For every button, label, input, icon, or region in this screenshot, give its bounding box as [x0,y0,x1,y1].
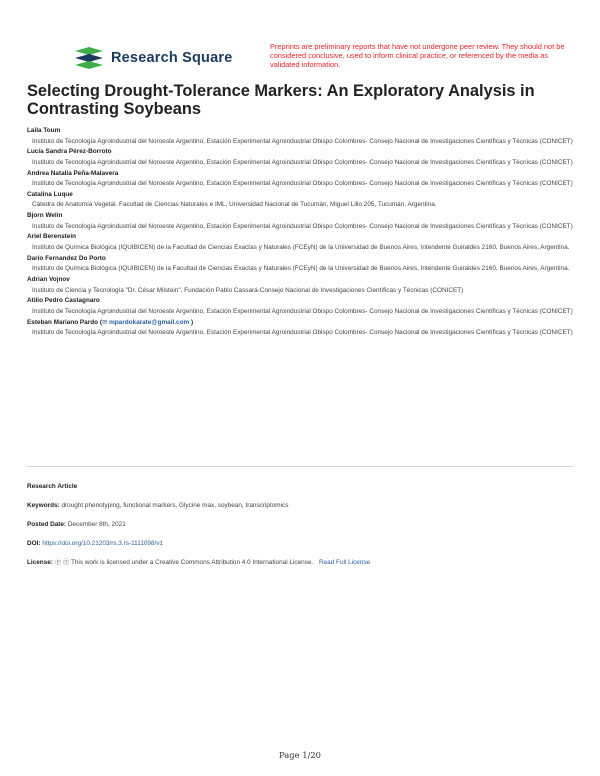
doi-line [27,539,577,548]
paper-title: Selecting Drought-Tolerance Markers: An Exploratory Analysis in Contrasting Soybeans [27,82,535,118]
author-name: Laila Toum [27,127,61,134]
author-entry [27,212,577,232]
author-affiliation: Instituto de Ciencia y Tecnología "Dr. César Milstein", Fundación Pablo Cassará-Consejo Nacional de Investigaciones Científicas y Técnicas (CONICET) [32,286,464,294]
doi-link[interactable]: https://doi.org/10.21203/rs.3.rs-1111098/v1 [42,540,164,547]
keywords-value: drought phenotyping, functional markers, Glycine max, soybean, transcriptomics [61,502,289,509]
author-affiliation: Instituto de Tecnología Agroindustrial del Noroeste Argentino, Estación Experimental Agroindustrial Obispo Colombres- Consejo Nacional de Investigaciones Científicas y Técnicas (CONICET) [32,180,573,188]
license-text: This work is licensed under a Creative Commons Attribution 4.0 International License. [70,559,314,566]
brand-name: Research Square [111,50,233,66]
corresponding-author-name [27,319,577,328]
author-affiliation: Instituto de Tecnología Agroindustrial del Noroeste Argentino, Estación Experimental Agroindustrial Obispo Colombres- Consejo Nacional de Investigaciones Científicas y Técnicas (CONICET) [32,158,573,166]
author-entry [27,127,577,147]
posted-date-line [27,520,577,529]
preprint-notice: Preprints are preliminary reports that have not undergone peer review. They should not be considered conclusive, used to inform clinical practice, or referenced by the media as validated information. [270,42,565,69]
author-name: Bjorn Welin [27,212,63,220]
section-divider [27,466,573,467]
posted-date-value: December 8th, 2021 [67,521,126,528]
author-name: Lucía Sandra Pérez-Borroto [27,148,112,156]
author-affiliation: Cátedra de Anatomía Vegetal. Facultad de Ciencias Naturales e IML, Universidad Nacional de Tucumán, Miguel Lillo 205, Tucumán, Argentina. [32,201,437,209]
author-entry [27,276,577,296]
author-entry [27,297,577,317]
author-name: Andrea Natalia Peña-Malavera [27,169,119,177]
page-number: Page 1/20 [278,750,322,760]
author-affiliation: Instituto de Tecnología Agroindustrial del Noroeste Argentino, Estación Experimental Agroindustrial Obispo Colombres- Consejo Nacional de Investigaciones Científicas y Técnicas (CONICET) [32,222,573,230]
brand-logo[interactable] [75,47,232,69]
doi-label: DOI: [27,540,41,547]
author-name: Catalina Luque [27,190,73,198]
author-entry [27,170,577,190]
author-list [27,127,577,340]
author-name: Adrian Vojnov [27,276,70,284]
paren-open: ( [99,318,102,326]
attribution-icon: Ⓣ [62,559,70,566]
header [0,0,600,80]
mail-icon: ✉ [101,318,108,326]
author-affiliation: Instituto de Química Biológica (IQUIBICEN) de la Facultad de Ciencias Exactas y Naturales (FCEyN) de la Universidad de Buenos Aires, Intendente Guiraldes 2160, Buenos Aires, Argentina. [32,265,570,273]
author-entry [27,255,577,275]
license-line [27,558,577,567]
article-type: Research Article [27,483,78,490]
author-name: Esteban Mariano Pardo [27,318,99,326]
author-name: Darío Fernandez Do Porto [27,254,106,262]
creative-commons-icon: Ⓟ [54,559,62,566]
author-affiliation: Instituto de Tecnología Agroindustrial del Noroeste Argentino, Estación Experimental Agroindustrial Obispo Colombres- Consejo Nacional de Investigaciones Científicas y Técnicas (CONICET) [32,137,573,145]
author-affiliation: Instituto de Química Biológica (IQUIBICEN) de la Facultad de Ciencias Exactas y Naturales (FCEyN) de la Universidad de Buenos Aires, Intendente Guiraldes 2160, Buenos Aires, Argentina. [32,244,570,252]
keywords-label: Keywords: [27,502,60,509]
author-name: Atilio Pedro Castagnaro [27,297,100,305]
author-entry [27,191,577,211]
author-affiliation: Instituto de Tecnología Agroindustrial del Noroeste Argentino, Estación Experimental Agroindustrial Obispo Colombres- Consejo Nacional de Investigaciones Científicas y Técnicas (CONICET) [32,329,573,337]
author-email-link[interactable]: mpardokarate@gmail.com [109,318,190,326]
author-name: Ariel Berenstein [27,233,77,241]
author-entry [27,148,577,168]
author-entry [27,233,577,253]
posted-date-label: Posted Date: [27,521,67,528]
research-square-logo-icon [75,47,105,69]
keywords-line [27,501,577,510]
corresponding-author-entry [27,319,577,339]
license-label: License: [27,559,53,566]
read-full-license-link[interactable]: Read Full License [319,559,371,566]
author-affiliation: Instituto de Tecnología Agroindustrial del Noroeste Argentino, Estación Experimental Agroindustrial Obispo Colombres- Consejo Nacional de Investigaciones Científicas y Técnicas (CONICET) [32,307,573,315]
paren-close: ) [190,318,194,326]
